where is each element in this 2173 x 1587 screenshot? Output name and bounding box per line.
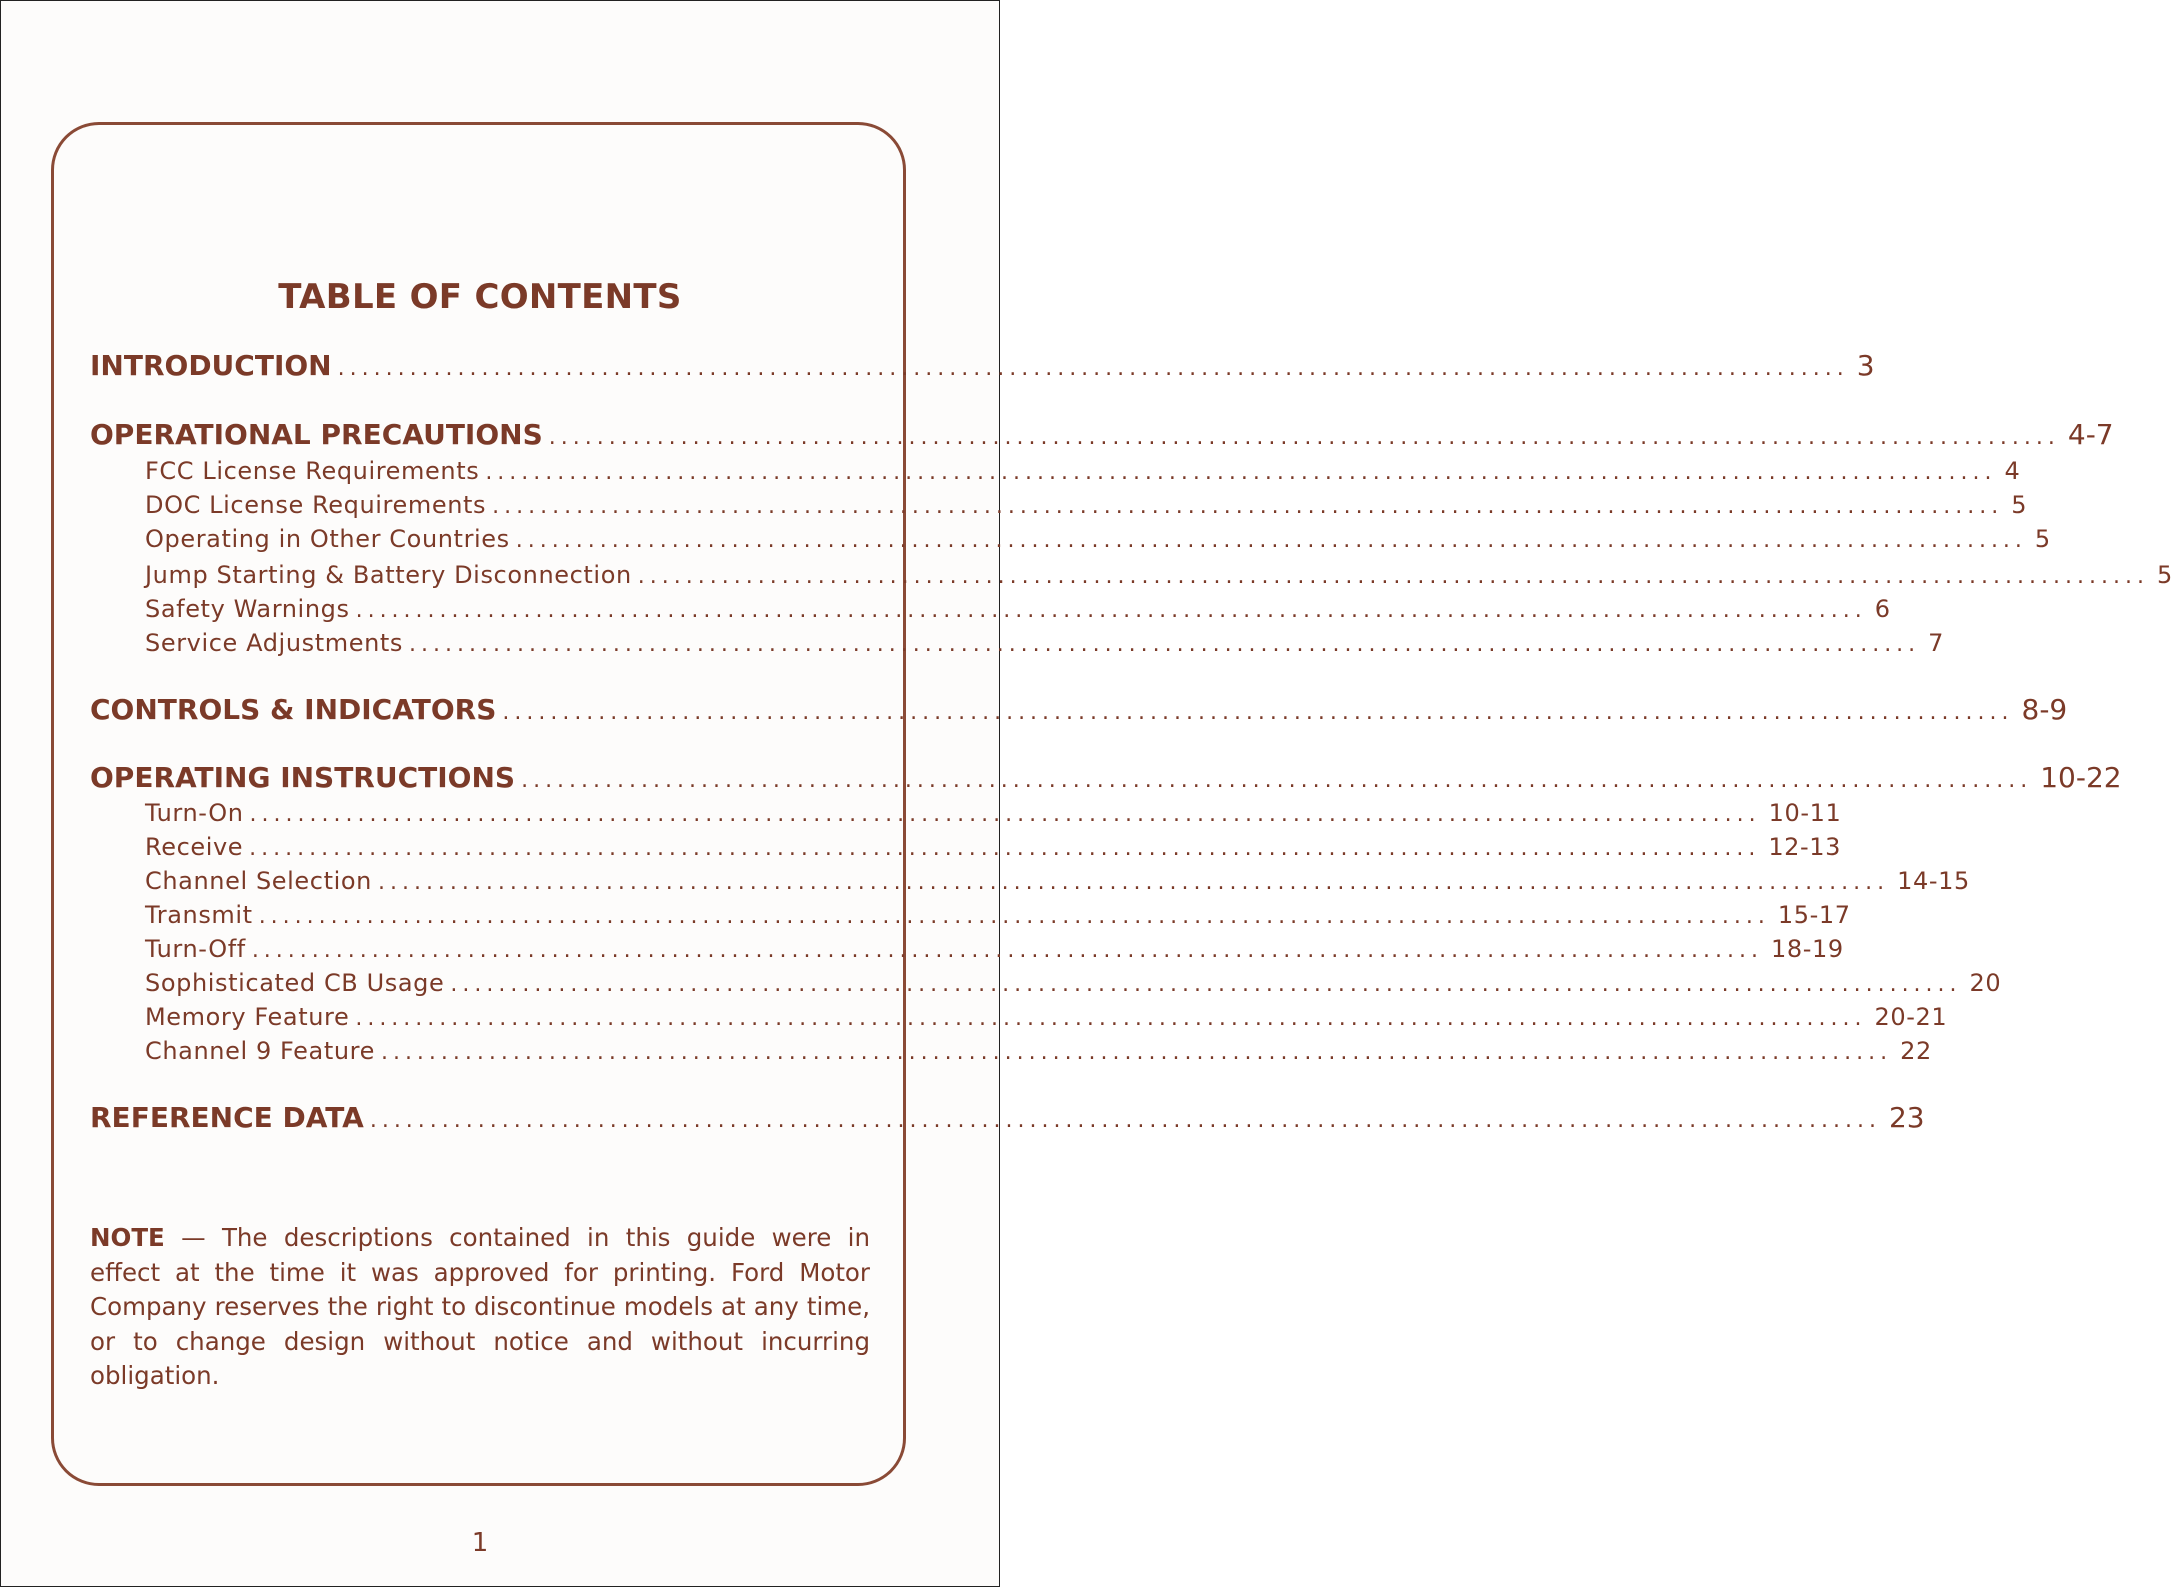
toc-item-label: Transmit: [145, 901, 253, 929]
toc-page-number: 14-15: [1897, 867, 1970, 895]
dot-leader: ..............................................................................................................................: [502, 700, 2014, 725]
dot-leader: ..............................................................................................................................: [450, 972, 1962, 997]
toc-item[interactable]: [145, 595, 1891, 623]
toc-item-label: Receive: [145, 833, 244, 861]
dot-leader: ..............................................................................................................................: [355, 1006, 1867, 1031]
toc-page-number: 4-7: [2067, 418, 2114, 451]
toc-page-number: 10-11: [1768, 799, 1842, 827]
toc-page-number: 7: [1928, 629, 1945, 657]
toc-section-operational-precautions[interactable]: [90, 418, 2114, 451]
toc-item[interactable]: [145, 935, 1844, 963]
toc-item-label: Sophisticated CB Usage: [145, 969, 445, 997]
toc-page-number: 10-22: [2040, 761, 2122, 794]
dot-leader: ..............................................................................................................................: [409, 632, 1921, 657]
dot-leader: ..............................................................................................................................: [377, 870, 1890, 895]
disclaimer-note: [90, 1221, 870, 1394]
toc-item-label: Service Adjustments: [145, 629, 404, 657]
toc-item[interactable]: [145, 525, 2051, 553]
toc-item-label: DOC License Requirements: [145, 491, 487, 519]
toc-section-label: INTRODUCTION: [90, 349, 332, 382]
page-number: 1: [471, 1528, 489, 1558]
toc-page-number: 22: [1900, 1037, 1932, 1065]
dot-leader: ..............................................................................................................................: [521, 768, 2033, 793]
toc-item-label: Turn-Off: [145, 935, 246, 963]
toc-page-number: 18-19: [1770, 935, 1844, 963]
dot-leader: ..............................................................................................................................: [355, 598, 1867, 623]
toc-page-number: 6: [1874, 595, 1891, 623]
dot-leader: ..............................................................................................................................: [637, 564, 2149, 589]
toc-item-label: Channel Selection: [145, 867, 372, 895]
toc-section-label: OPERATIONAL PRECAUTIONS: [90, 418, 543, 451]
toc-section-label: OPERATING INSTRUCTIONS: [90, 761, 516, 794]
toc-page-number: 23: [1888, 1101, 1925, 1134]
dot-leader: ..............................................................................................................................: [337, 356, 1849, 381]
toc-item[interactable]: [145, 969, 2002, 997]
toc-item[interactable]: [145, 901, 1851, 929]
toc-section-reference-data[interactable]: [90, 1101, 1925, 1134]
dot-leader: ..............................................................................................................................: [380, 1040, 1893, 1065]
toc-item-label: FCC License Requirements: [145, 457, 480, 485]
dot-leader: ..............................................................................................................................: [492, 494, 2004, 519]
toc-page-number: 4: [2004, 457, 2021, 485]
toc-title: TABLE OF CONTENTS: [278, 277, 682, 317]
dot-leader: ..............................................................................................................................: [369, 1108, 1881, 1133]
toc-item-label: Safety Warnings: [145, 595, 350, 623]
toc-item[interactable]: [145, 491, 2028, 519]
toc-page-number: 5: [2034, 525, 2051, 553]
toc-section-operating-instructions[interactable]: [90, 761, 2122, 794]
toc-page-number: 12-13: [1768, 833, 1842, 861]
dot-leader: ..............................................................................................................................: [548, 425, 2060, 450]
toc-page-number: 15-17: [1777, 901, 1851, 929]
dot-leader: ..............................................................................................................................: [485, 460, 1997, 485]
dot-leader: ..............................................................................................................................: [249, 802, 1761, 827]
dot-leader: ..............................................................................................................................: [515, 528, 2027, 553]
toc-page-number: 5: [2156, 561, 2173, 589]
toc-item[interactable]: [145, 1003, 1948, 1031]
toc-section-label: CONTROLS & INDICATORS: [90, 693, 497, 726]
toc-section-controls-indicators[interactable]: [90, 693, 2068, 726]
toc-section-introduction[interactable]: [90, 349, 1875, 382]
toc-item-label: Channel 9 Feature: [145, 1037, 375, 1065]
toc-item-label: Turn-On: [145, 799, 244, 827]
toc-item[interactable]: [145, 457, 2021, 485]
toc-section-label: REFERENCE DATA: [90, 1101, 364, 1134]
dot-leader: ..............................................................................................................................: [249, 836, 1761, 861]
toc-page-number: 20-21: [1874, 1003, 1948, 1031]
toc-item[interactable]: [145, 799, 1842, 827]
toc-item[interactable]: [145, 867, 1970, 895]
toc-item-label: Operating in Other Countries: [145, 525, 510, 553]
toc-page-number: 20: [1969, 969, 2002, 997]
toc-page-number: 8-9: [2021, 693, 2068, 726]
toc-item[interactable]: [145, 1037, 1932, 1065]
toc-item-label: Memory Feature: [145, 1003, 350, 1031]
toc-item[interactable]: [145, 833, 1842, 861]
dot-leader: ..............................................................................................................................: [258, 904, 1770, 929]
note-label: NOTE: [90, 1223, 165, 1252]
toc-item-label: Jump Starting & Battery Disconnection: [145, 561, 632, 589]
toc-page-number: 5: [2011, 491, 2028, 519]
dot-leader: ..............................................................................................................................: [251, 938, 1763, 963]
note-text: — The descriptions contained in this guide were in effect at the time it was approved for printing. Ford Motor Company reserves the right to discontinue models at any time, or to change design without notice and without incurring obligation.: [90, 1223, 870, 1390]
toc-item[interactable]: [145, 629, 1945, 657]
toc-item[interactable]: [145, 561, 2173, 589]
toc-page-number: 3: [1856, 349, 1875, 382]
